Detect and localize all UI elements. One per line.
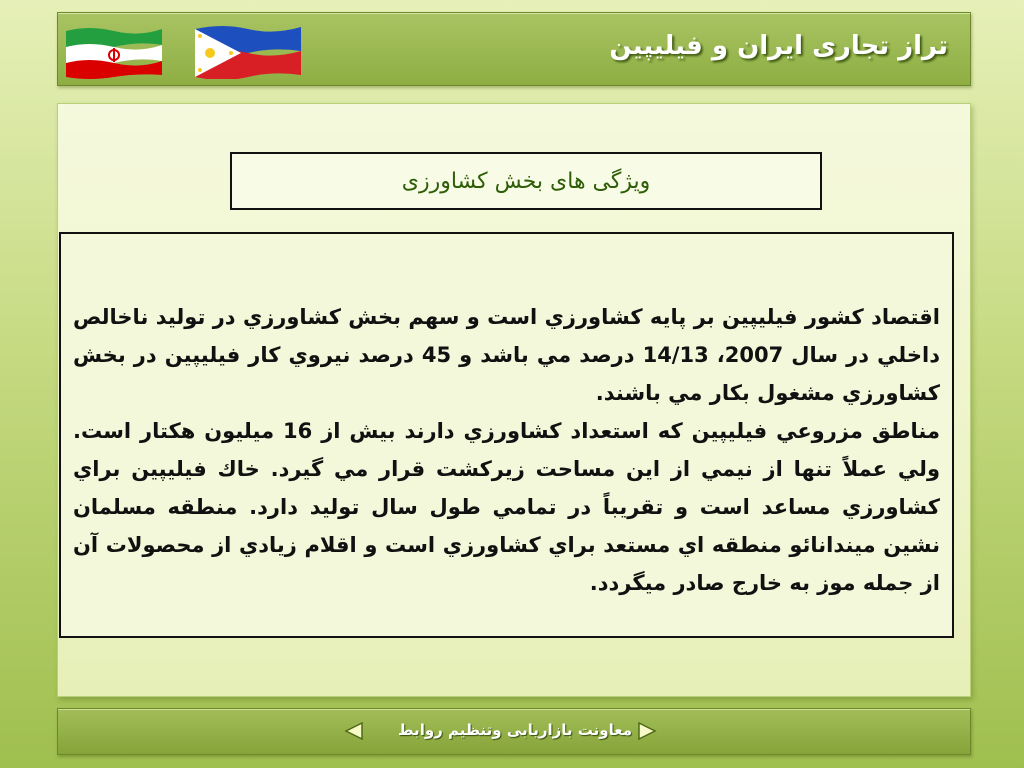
paragraph-economy: اقتصاد كشور فيليپين بر پايه كشاورزي است و سهم بخش كشاورزي در توليد ناخالص داخلي در سال 2007، 14/13 درصد مي باشد و 45 درصد نيروي كار فيليپين در بخش كشاورزي مشغول بكار مي باشند. — [73, 305, 940, 405]
subtitle-box — [230, 152, 822, 210]
body-text-box — [59, 232, 954, 638]
footer-bar — [57, 708, 971, 755]
page-title: تراز تجاری ایران و فیلیپین — [609, 31, 948, 61]
iran-flag-icon — [64, 23, 164, 79]
header-bar — [57, 12, 971, 86]
footer-label: معاونت بازاریابی وتنظیم روابط — [398, 721, 633, 739]
left-arrow-icon[interactable] — [344, 722, 364, 740]
paragraph-farmland: مناطق مزروعي فيليپين كه استعداد كشاورزي دارند بيش از 16 ميليون هكتار است. ولي عملاً تنها از نيمي از اين مساحت زيركشت قرار مي گيرد. خاك فيليپين براي كشاورزي مساعد است و تقريباً در تمامي طول سال توليد دارد. منطقه مسلمان نشين ميندانائو منطقه اي مستعد براي كشاورزي است و اقلام زيادي از محصولات آن از جمله موز به خارج صادر ميگردد. — [73, 419, 940, 595]
section-subtitle: ویژگی های بخش کشاورزی — [401, 168, 651, 194]
philippines-flag-icon — [193, 23, 303, 79]
right-arrow-icon[interactable] — [637, 722, 657, 740]
